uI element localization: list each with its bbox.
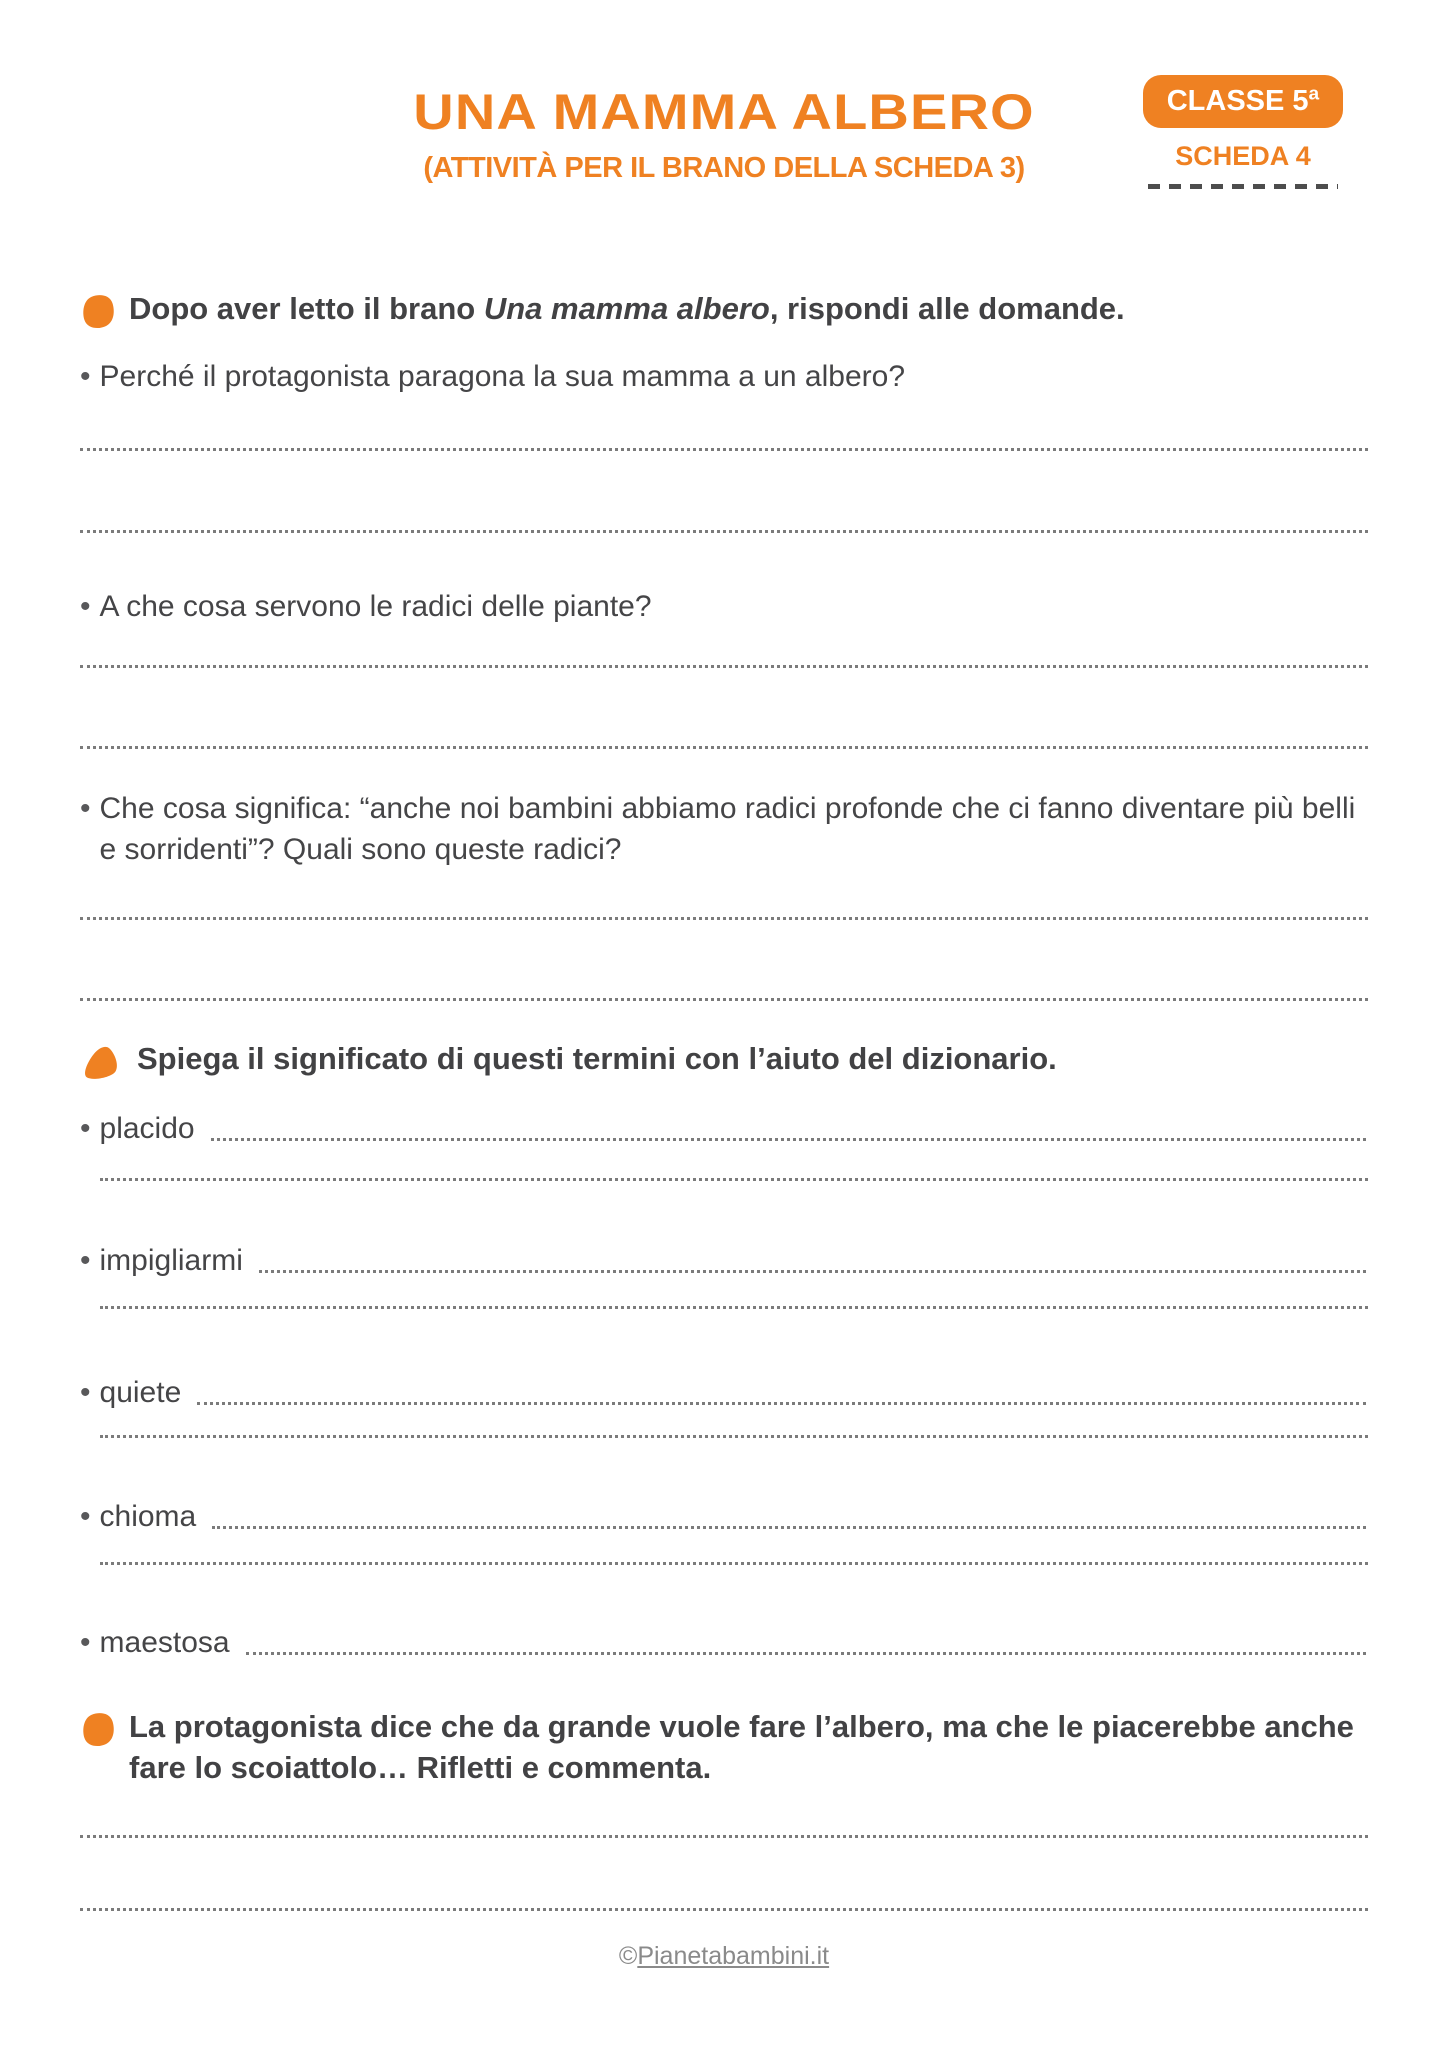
answer-line <box>100 1562 1368 1565</box>
answer-line <box>80 998 1368 1001</box>
answer-line <box>80 665 1368 668</box>
classe-badge <box>1143 75 1343 189</box>
answer-line <box>80 746 1368 749</box>
bullet-dot: • <box>80 1112 91 1145</box>
answer-line <box>80 1835 1368 1838</box>
bullet-dot: • <box>80 1500 91 1533</box>
term-answer-line <box>212 1526 1366 1529</box>
term-word: impigliarmi <box>99 1244 243 1277</box>
bullet-dot: • <box>80 792 91 825</box>
answer-line <box>80 530 1368 533</box>
site-link[interactable]: Pianetabambini.it <box>637 1942 830 1970</box>
copyright-symbol: © <box>618 1942 638 1970</box>
bullet-dot: • <box>80 1376 91 1409</box>
scheda-label: SCHEDA 4 <box>1175 141 1311 171</box>
bullet-dot: • <box>80 590 91 623</box>
answer-line <box>80 1908 1368 1911</box>
question-item: • Che cosa significa: “anche noi bambini abbiamo radici profonde che ci fanno diventare più belli e sorridenti”? Quali sono queste radici? <box>80 788 1368 870</box>
answer-line <box>80 917 1368 920</box>
instruction-reflection <box>80 1706 1368 1788</box>
term-word: chioma <box>99 1500 197 1533</box>
answer-line <box>80 448 1368 451</box>
page-subtitle: (ATTIVITÀ PER IL BRANO DELLA SCHEDA 3) <box>423 152 1025 184</box>
square-blob-icon <box>80 1709 116 1761</box>
term-item <box>80 1496 1368 1537</box>
instruction-reading <box>80 288 1368 343</box>
instruction-vocabulary <box>80 1038 1368 1093</box>
term-item <box>80 1372 1368 1413</box>
dashed-divider <box>1148 184 1338 189</box>
term-answer-line <box>211 1138 1366 1141</box>
term-item <box>80 1108 1368 1149</box>
answer-line <box>100 1178 1368 1181</box>
bullet-dot: • <box>80 1626 91 1659</box>
term-answer-line <box>197 1402 1366 1405</box>
term-word: maestosa <box>99 1626 230 1659</box>
footer-credit <box>0 1942 1448 1971</box>
page-title: UNA MAMMA ALBERO <box>413 84 1035 140</box>
term-word: placido <box>99 1112 195 1145</box>
square-blob-icon <box>80 291 116 343</box>
instruction-vocabulary-text: Spiega il significato di questi termini con l’aiuto del dizionario. <box>137 1041 1057 1076</box>
term-item <box>80 1622 1368 1663</box>
instruction-reflection-text: La protagonista dice che da grande vuole fare l’albero, ma che le piacerebbe anche fare lo scoiattolo… Rifletti e commenta. <box>129 1709 1354 1785</box>
answer-line <box>100 1306 1368 1309</box>
question-item: • A che cosa servono le radici delle piante? <box>80 586 1368 627</box>
classe-badge-pill: CLASSE 5ª <box>1143 75 1343 128</box>
answer-line <box>100 1435 1368 1438</box>
instruction-reading-text: Dopo aver letto il brano Una mamma albero, rispondi alle domande. <box>129 291 1125 326</box>
term-item <box>80 1240 1368 1281</box>
term-answer-line <box>259 1270 1366 1273</box>
term-word: quiete <box>99 1376 182 1409</box>
term-answer-line <box>246 1652 1366 1655</box>
question-item: • Perché il protagonista paragona la sua mamma a un albero? <box>80 356 1368 397</box>
triangle-blob-icon <box>80 1041 124 1093</box>
bullet-dot: • <box>80 360 91 393</box>
bullet-dot: • <box>80 1244 91 1277</box>
